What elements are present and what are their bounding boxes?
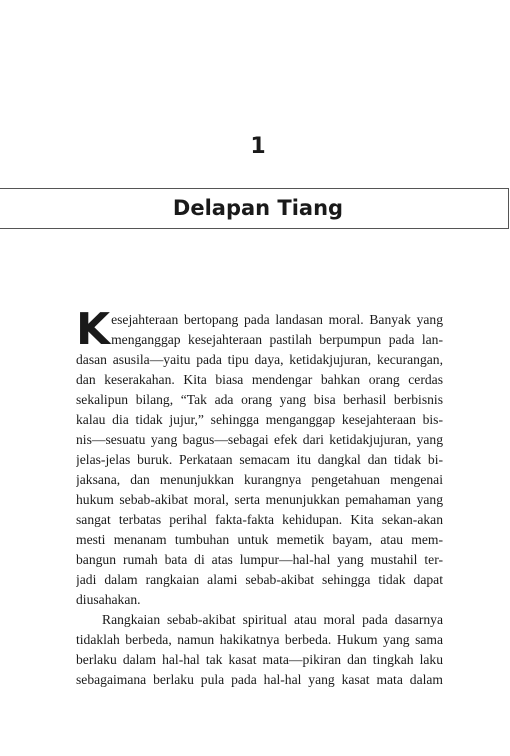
text-line: sangat terbatas perihal fakta-fakta kehidupan. Kita sekan-akan: [76, 512, 443, 527]
text-line: nis—sesuatu yang bagus—sebagai efek dari ketidakjujuran, yang: [76, 432, 443, 447]
text-line: sekalipun bilang, “Tak ada orang yang bisa berhasil berbisnis: [76, 392, 443, 407]
chapter-number: 1: [250, 134, 266, 159]
text-line: berlaku dalam hal-hal tak kasat mata—pikiran dan tingkah laku: [76, 652, 443, 667]
text-line: kalau dia tidak jujur,” sehingga menganggap kesejahteraan bis-: [76, 412, 443, 427]
text-line: bangun rumah bata di atas lumpur—hal-hal yang mustahil ter-: [76, 552, 443, 567]
chapter-title: Delapan Tiang: [172, 196, 344, 220]
paragraph-1: [76, 304, 443, 610]
text-line: menganggap kesejahteraan pastilah berpumpun pada lan-: [111, 332, 443, 347]
text-line: jelas-jelas buruk. Perkataan semacam itu dangkal dan tidak bi-: [76, 452, 443, 467]
text-line: hukum sebab-akibat moral, serta menunjukkan pemahaman yang: [76, 492, 443, 507]
text-line: tidaklah berbeda, namun hakikatnya berbeda. Hukum yang sama: [76, 632, 443, 647]
text-line: esejahteraan bertopang pada landasan moral. Banyak yang: [111, 312, 443, 327]
body-text: [76, 304, 443, 690]
text-line: jadi dalam rangkaian alami sebab-akibat sehingga tidak dapat: [76, 572, 443, 587]
drop-cap: K: [76, 304, 111, 355]
paragraph-2: [76, 610, 443, 690]
text-line: Rangkaian sebab-akibat spiritual atau moral pada dasarnya: [102, 612, 443, 627]
text-line: dan keserakahan. Kita biasa mendengar bahkan orang cerdas: [76, 372, 443, 387]
text-line: sebagaimana berlaku pula pada hal-hal yang kasat mata dalam: [76, 672, 443, 687]
text-line: dasan asusila—yaitu pada tipu daya, ketidakjujuran, kecurangan,: [76, 352, 443, 367]
text-line: jaksana, dan menunjukkan kurangnya pengetahuan mengenai: [76, 472, 443, 487]
text-line: mesti menanam tumbuhan untuk memetik bayam, atau mem-: [76, 532, 443, 547]
text-line: diusahakan.: [76, 592, 141, 607]
